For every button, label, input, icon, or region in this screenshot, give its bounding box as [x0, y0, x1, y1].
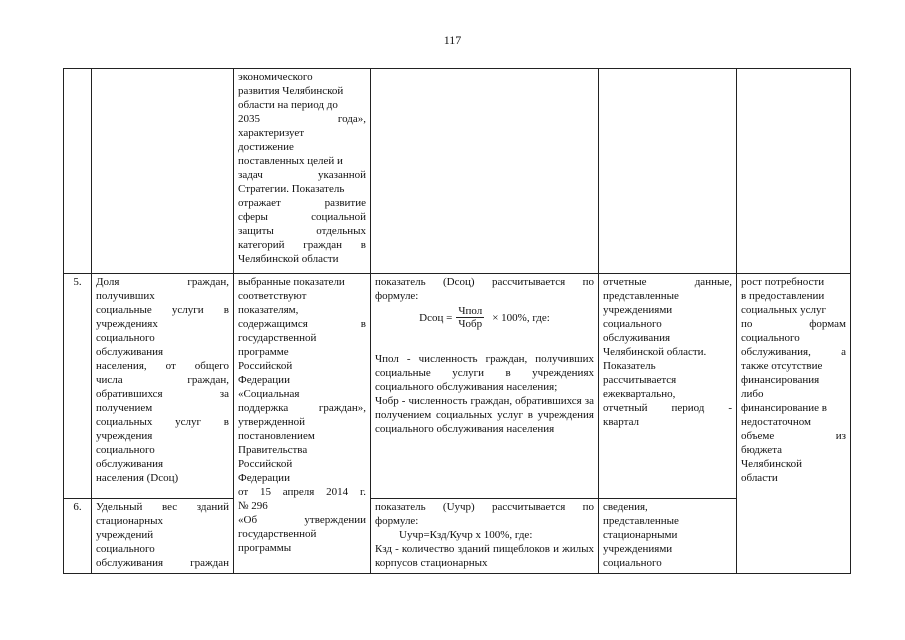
text-line: Федерации	[238, 472, 290, 485]
formula-tail: × 100%, где:	[492, 312, 550, 325]
method-intro: показатель (Uучр) рассчитывается по формуле:	[375, 500, 594, 527]
text-line: рост потребности	[741, 276, 825, 289]
text-line: области на период до	[238, 99, 338, 111]
cell-basis-top	[234, 69, 371, 274]
definition-obr: Чобр - численность граждан, обратившихся за получением социальных услуг в учреждения социального обслуживания населения	[375, 395, 594, 436]
text-line: в предоставлении	[741, 290, 825, 303]
cell-num-top	[64, 69, 92, 274]
text-line: финансирования	[741, 374, 820, 387]
text-line: обслуживания граждан	[96, 556, 229, 569]
text-line: государственной	[238, 528, 317, 541]
indicator-basis	[234, 274, 371, 574]
text-line: достижение	[238, 141, 294, 153]
text-line: представленные	[603, 514, 679, 527]
text-line: Челябинской области	[238, 253, 339, 265]
text-line: «Социальная	[238, 388, 300, 401]
text-line: утвержденной	[238, 416, 306, 429]
text-line: содержащимся в	[238, 318, 366, 331]
row-number: 6.	[64, 498, 92, 573]
text-line: ежеквартально,	[603, 388, 676, 401]
text-line: социальных услуг в	[96, 416, 229, 429]
text-line: области	[741, 472, 778, 485]
text-line: обратившихся за	[96, 388, 229, 401]
text-line: получивших	[96, 290, 155, 303]
formula-fraction	[456, 306, 484, 330]
cell-risk-top	[737, 69, 851, 274]
text-line: Правительства	[238, 444, 308, 457]
text-line: постановлением	[238, 430, 315, 443]
text-line: развития Челябинской	[238, 85, 344, 97]
data-source	[599, 498, 737, 573]
text-line: рассчитывается	[603, 374, 677, 387]
cell-source-top	[599, 69, 737, 274]
table-row	[64, 274, 851, 498]
row-number: 5.	[64, 274, 92, 498]
definition-pol: Чпол - численность граждан, получивших социальные услуги в учреждениях социального обслуживания населения;	[375, 353, 594, 394]
text-line: населения, от общего	[96, 360, 229, 373]
text-line: экономического	[238, 71, 313, 83]
text-line: социального	[603, 556, 662, 569]
formula-lhs: Dсоц =	[419, 312, 453, 325]
formula: Uучр=Кзд/Кучр х 100%, где:	[399, 528, 533, 541]
text-line: сведения,	[603, 500, 648, 513]
text-line: по формам	[741, 318, 846, 331]
text-line: соответствуют	[238, 290, 307, 303]
text-line: поставленных целей и	[238, 155, 343, 167]
indicator-name	[92, 274, 234, 498]
table-row	[64, 69, 851, 274]
text-line: государственной	[238, 332, 317, 345]
text-line: Российской	[238, 360, 293, 373]
text-line: от 15 апреля 2014 г.	[238, 486, 366, 499]
text-line: социального	[96, 444, 155, 457]
text-line: сферы социальной	[238, 211, 366, 223]
calculation-method	[371, 498, 599, 573]
indicators-table	[63, 68, 851, 574]
text-line: социального	[741, 332, 800, 345]
indicator-name	[92, 498, 234, 573]
cell-method-top	[371, 69, 599, 274]
data-source	[599, 274, 737, 498]
text-line: обслуживания	[96, 346, 164, 359]
formula-numerator: Чпол	[458, 305, 483, 318]
text-line: социальных услуг	[741, 304, 827, 317]
text-line: Федерации	[238, 374, 290, 387]
text-line: «Об утверждении	[238, 514, 366, 527]
cell-name-top	[92, 69, 234, 274]
text-line: либо	[741, 388, 764, 401]
text-line: отражает развитие	[238, 197, 366, 209]
text-line: обслуживания, а	[741, 346, 846, 359]
text-line: учреждения	[96, 430, 153, 443]
text-line: Челябинской области.	[603, 346, 707, 359]
text-line: получением	[96, 402, 153, 415]
text-line: социального	[96, 332, 155, 345]
text-line: № 296	[238, 500, 268, 513]
text-line: учреждениями	[603, 304, 673, 317]
page-number: 117	[443, 33, 462, 47]
text-line: Стратегии. Показатель	[238, 183, 345, 195]
table-row	[64, 498, 851, 573]
text-line: бюджета	[741, 444, 783, 457]
text-line: квартал	[603, 416, 640, 429]
definition-kzd: Кзд - количество зданий пищеблоков и жилых корпусов стационарных	[375, 542, 594, 569]
text-line: также отсутствие	[741, 360, 823, 373]
text-line: поддержка граждан»,	[238, 402, 366, 415]
text-line: Удельный вес зданий	[96, 500, 229, 513]
text-line: социального	[96, 542, 155, 555]
text-line: программы	[238, 542, 292, 555]
text-line: населения (Dсоц)	[96, 472, 179, 485]
text-line: отчетный период -	[603, 402, 732, 415]
text-line: недостаточном	[741, 416, 811, 429]
text-line: числа граждан,	[96, 374, 229, 387]
text-line: учреждений	[96, 528, 154, 541]
text-line: категорий граждан в	[238, 239, 366, 251]
text-line: финансирование в	[741, 402, 827, 415]
text-line: обслуживания	[603, 332, 671, 345]
text-line: учреждениях	[96, 318, 158, 331]
text-line: выбранные показатели	[238, 276, 345, 289]
text-line: объеме из	[741, 430, 846, 443]
formula-denominator: Чобр	[458, 318, 483, 331]
text-line: учреждениями	[603, 542, 673, 555]
text-line: защиты отдельных	[238, 225, 366, 237]
text-line: Показатель	[603, 360, 656, 373]
text-line: программе	[238, 346, 289, 359]
text-line: характеризует	[238, 127, 305, 139]
text-line: Челябинской	[741, 458, 803, 471]
text-line: социального	[603, 318, 662, 331]
text-line: стационарных	[96, 514, 164, 527]
text-line: 2035 года»,	[238, 113, 366, 125]
text-line: Доля граждан,	[96, 276, 229, 289]
text-line: показателям,	[238, 304, 299, 317]
text-line: Российской	[238, 458, 293, 471]
risk-factors	[737, 274, 851, 574]
text-line: задач указанной	[238, 169, 366, 181]
text-line: отчетные данные,	[603, 276, 732, 289]
text-line: представленные	[603, 290, 679, 303]
text-line: стационарными	[603, 528, 678, 541]
method-intro: показатель (Dсоц) рассчитывается по формуле:	[375, 276, 594, 303]
text-line: обслуживания	[96, 458, 164, 471]
calculation-method	[371, 274, 599, 498]
text-line: социальные услуги в	[96, 304, 229, 317]
formula	[375, 306, 594, 330]
